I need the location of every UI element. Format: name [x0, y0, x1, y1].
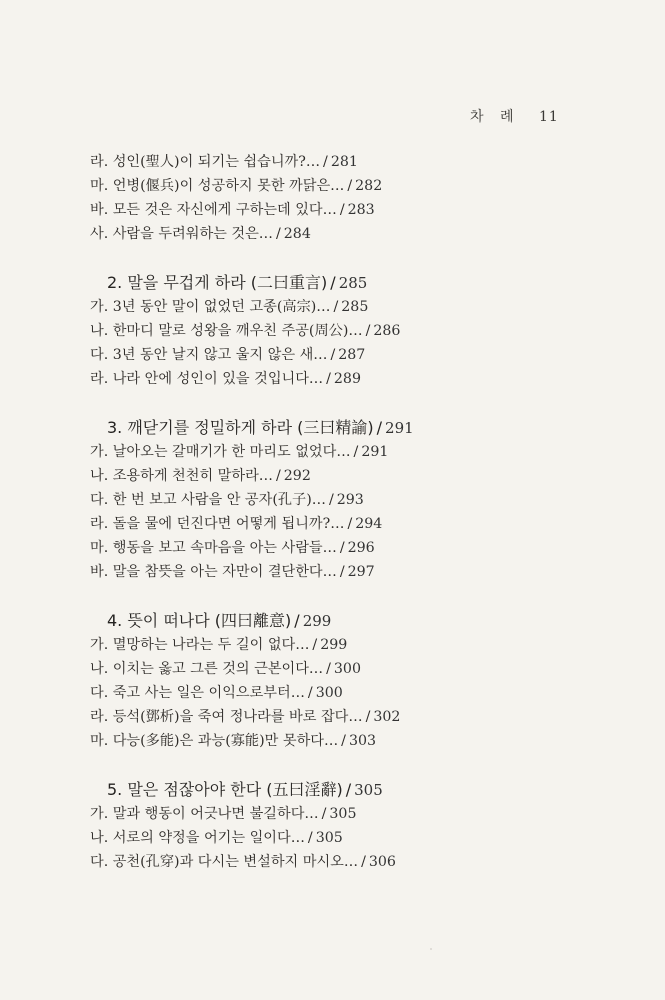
toc-entry-page: 293	[336, 492, 364, 508]
toc-entry-page: 306	[368, 854, 396, 870]
toc-entry-text: 마. 다능(多能)은 과능(寡能)만 못하다…	[90, 733, 339, 749]
paper-speck	[430, 948, 432, 950]
toc-entry: 라. 등석(鄧析)을 죽여 정나라를 바로 잡다… / 302	[90, 709, 401, 725]
toc-entry-page: 286	[373, 323, 401, 339]
toc-chapter-heading: 5. 말은 점잖아야 한다 (五曰淫辭) / 305	[107, 780, 383, 799]
toc-entry-page: 300	[333, 661, 361, 677]
toc-entry-text: 마. 행동을 보고 속마음을 아는 사람들…	[90, 540, 337, 556]
toc-entry: 라. 나라 안에 성인이 있을 것입니다… / 289	[90, 371, 361, 387]
toc-entry-text: 마. 언병(偃兵)이 성공하지 못한 까닭은…	[90, 178, 345, 194]
toc-chapter-text: 4. 뜻이 떠나다 (四曰離意)	[107, 611, 292, 630]
toc-entry-text: 바. 말을 참뜻을 아는 자만이 결단한다…	[90, 564, 337, 580]
toc-entry-text: 라. 성인(聖人)이 되기는 쉽습니까?…	[90, 154, 321, 170]
toc-chapter-text: 3. 깨닫기를 정밀하게 하라 (三曰精諭)	[107, 418, 374, 437]
toc-entry-text: 바. 모든 것은 자신에게 구하는데 있다…	[90, 202, 337, 218]
toc-entry: 가. 말과 행동이 어긋나면 불길하다… / 305	[90, 806, 357, 822]
toc-chapter-page: 291	[385, 419, 414, 437]
toc-entry-page: 282	[355, 178, 383, 194]
toc-entry-text: 가. 3년 동안 말이 없었던 고종(高宗)…	[90, 299, 331, 315]
toc-entry-page: 300	[315, 685, 343, 701]
running-header-title: 차 례	[470, 109, 520, 125]
toc-entry: 나. 서로의 약정을 어기는 일이다… / 305	[90, 830, 343, 846]
toc-entry: 마. 행동을 보고 속마음을 아는 사람들… / 296	[90, 540, 375, 556]
running-header	[470, 106, 559, 126]
toc-entry: 나. 한마디 말로 성왕을 깨우친 주공(周公)… / 286	[90, 323, 401, 339]
toc-chapter-page: 305	[354, 781, 383, 799]
toc-entry-page: 299	[320, 637, 348, 653]
toc-entry-text: 다. 한 번 보고 사람을 안 공자(孔子)…	[90, 492, 326, 508]
toc-entry: 다. 한 번 보고 사람을 안 공자(孔子)… / 293	[90, 492, 364, 508]
running-header-page-number: 11	[538, 109, 559, 125]
toc-entry-text: 가. 멸망하는 나라는 두 길이 없다…	[90, 637, 310, 653]
toc-entry-text: 나. 조용하게 천천히 말하라…	[90, 468, 273, 484]
toc-entry: 바. 말을 참뜻을 아는 자만이 결단한다… / 297	[90, 564, 375, 580]
toc-entry-page: 281	[330, 154, 358, 170]
toc-chapter-page: 285	[338, 274, 368, 292]
toc-entry-page: 284	[283, 226, 311, 242]
toc-chapter-text: 2. 말을 무겁게 하라 (二曰重言)	[107, 273, 328, 292]
toc-entry-text: 라. 나라 안에 성인이 있을 것입니다…	[90, 371, 324, 387]
toc-entry: 바. 모든 것은 자신에게 구하는데 있다… / 283	[90, 202, 375, 218]
toc-entry-text: 사. 사람을 두려워하는 것은…	[90, 226, 273, 242]
toc-entry-page: 294	[355, 516, 383, 532]
toc-entry: 가. 날아오는 갈매기가 한 마리도 없었다… / 291	[90, 444, 389, 460]
toc-entry: 라. 돌을 물에 던진다면 어떻게 됩니까?… / 294	[90, 516, 383, 532]
toc-entry-page: 305	[315, 830, 343, 846]
toc-entry-page: 289	[333, 371, 361, 387]
toc-entry-text: 라. 등석(鄧析)을 죽여 정나라를 바로 잡다…	[90, 709, 363, 725]
toc-entry-page: 296	[347, 540, 375, 556]
toc-entry: 라. 성인(聖人)이 되기는 쉽습니까?… / 281	[90, 154, 358, 170]
toc-entry: 마. 다능(多能)은 과능(寡能)만 못하다… / 303	[90, 733, 377, 749]
toc-entry: 다. 죽고 사는 일은 이익으로부터… / 300	[90, 685, 343, 701]
toc-section-continued	[90, 150, 590, 246]
toc-entry-text: 나. 한마디 말로 성왕을 깨우친 주공(周公)…	[90, 323, 363, 339]
toc-chapter-heading: 4. 뜻이 떠나다 (四曰離意) / 299	[107, 611, 332, 630]
toc-section-5	[90, 778, 590, 874]
toc-entry-page: 303	[348, 733, 377, 749]
toc-chapter-heading: 3. 깨닫기를 정밀하게 하라 (三曰精諭) / 291	[107, 418, 414, 437]
table-of-contents	[90, 150, 590, 874]
toc-section-3	[90, 416, 590, 584]
toc-entry: 나. 이치는 옳고 그른 것의 근본이다… / 300	[90, 661, 361, 677]
toc-entry-page: 292	[283, 468, 311, 484]
toc-entry-page: 302	[373, 709, 401, 725]
toc-chapter-page: 299	[302, 612, 332, 630]
toc-entry: 가. 멸망하는 나라는 두 길이 없다… / 299	[90, 637, 348, 653]
toc-entry-page: 283	[347, 202, 375, 218]
toc-entry-text: 라. 돌을 물에 던진다면 어떻게 됩니까?…	[90, 516, 345, 532]
toc-entry-text: 다. 3년 동안 날지 않고 울지 않은 새…	[90, 347, 328, 363]
toc-entry-text: 나. 이치는 옳고 그른 것의 근본이다…	[90, 661, 324, 677]
toc-entry-text: 나. 서로의 약정을 어기는 일이다…	[90, 830, 305, 846]
toc-entry-page: 297	[347, 564, 375, 580]
toc-section-2	[90, 271, 590, 391]
toc-entry-text: 다. 죽고 사는 일은 이익으로부터…	[90, 685, 305, 701]
toc-entry-text: 다. 공천(孔穿)과 다시는 변설하지 마시오…	[90, 854, 359, 870]
toc-entry-page: 305	[329, 806, 357, 822]
toc-entry: 다. 3년 동안 날지 않고 울지 않은 새… / 287	[90, 347, 366, 363]
toc-section-4	[90, 609, 590, 753]
toc-chapter-heading: 2. 말을 무겁게 하라 (二曰重言) / 285	[107, 273, 368, 292]
toc-entry: 나. 조용하게 천천히 말하라… / 292	[90, 468, 311, 484]
toc-chapter-text: 5. 말은 점잖아야 한다 (五曰淫辭)	[107, 780, 343, 799]
toc-entry-page: 285	[341, 299, 369, 315]
toc-entry: 다. 공천(孔穿)과 다시는 변설하지 마시오… / 306	[90, 854, 396, 870]
toc-entry-page: 287	[338, 347, 366, 363]
toc-entry-text: 가. 말과 행동이 어긋나면 불길하다…	[90, 806, 319, 822]
toc-entry-text: 가. 날아오는 갈매기가 한 마리도 없었다…	[90, 444, 351, 460]
toc-entry: 가. 3년 동안 말이 없었던 고종(高宗)… / 285	[90, 299, 369, 315]
toc-entry: 마. 언병(偃兵)이 성공하지 못한 까닭은… / 282	[90, 178, 383, 194]
toc-entry-page: 291	[361, 444, 389, 460]
toc-entry: 사. 사람을 두려워하는 것은… / 284	[90, 226, 311, 242]
